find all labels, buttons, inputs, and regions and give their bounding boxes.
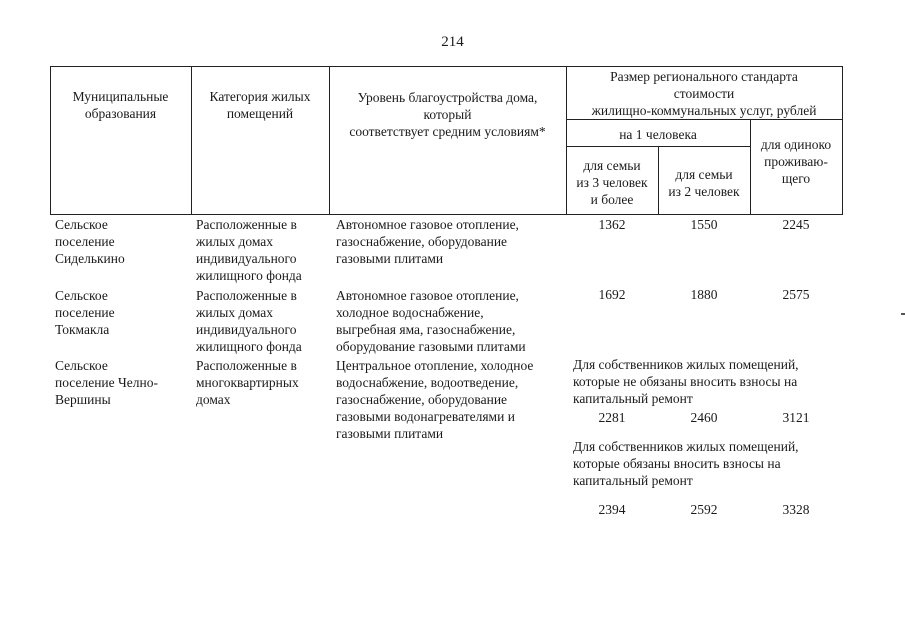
header-family-2: для семьи из 2 человек (668, 167, 740, 199)
comfort-cell: Автономное газовое отопление, газоснабжение, оборудование газовыми плитами (336, 217, 519, 266)
scan-edge-mark (901, 313, 905, 315)
municipality-cell: Сельское поселение Сиделькино (55, 217, 125, 266)
value-single: 3328 (782, 502, 810, 517)
municipality-cell: Сельское поселение Челно- Вершины (55, 358, 158, 407)
value-family-3: 2281 (598, 410, 626, 425)
header-municipality: Муниципальные образования (72, 89, 169, 121)
value-family-2: 2592 (690, 502, 718, 517)
value-family-3: 1692 (598, 287, 626, 302)
header-per-person: на 1 человека (619, 127, 697, 142)
header-comfort: Уровень благоустройства дома, который соответствует средним условиям* (349, 90, 546, 139)
comfort-cell: Центральное отопление, холодное водоснабжение, водоотведение, газоснабжение, оборудование газовыми водонагревателями и газовыми плитами (336, 358, 534, 441)
category-cell: Расположенные в жилых домах индивидуального жилищного фонда (196, 288, 302, 354)
category-cell: Расположенные в жилых домах индивидуального жилищного фонда (196, 217, 302, 283)
value-family-2: 1880 (690, 287, 718, 302)
page-number: 214 (441, 34, 464, 50)
value-single: 2575 (782, 287, 810, 302)
value-family-3: 2394 (598, 502, 626, 517)
header-single: для одиноко проживаю- щего (760, 137, 832, 186)
value-single: 3121 (782, 410, 810, 425)
value-family-2: 2460 (690, 410, 718, 425)
value-family-2: 1550 (690, 217, 718, 232)
municipality-cell: Сельское поселение Токмакла (55, 288, 115, 337)
header-family-3: для семьи из 3 человек и более (576, 158, 648, 207)
note-capital-repair: Для собственников жилых помещений, которые обязаны вносить взносы на капитальный ремонт (573, 439, 799, 488)
note-no-capital-repair: Для собственников жилых помещений, которые не обязаны вносить взносы на капитальный ремонт (573, 357, 799, 406)
category-cell: Расположенные в многоквартирных домах (196, 358, 299, 407)
value-single: 2245 (782, 217, 810, 232)
comfort-cell: Автономное газовое отопление, холодное водоснабжение, выгребная яма, газоснабжение, оборудование газовыми плитами (336, 288, 526, 354)
header-standard-size: Размер регионального стандарта стоимости жилищно-коммунальных услуг, рублей (591, 69, 817, 118)
value-family-3: 1362 (598, 217, 626, 232)
header-category: Категория жилых помещений (209, 89, 311, 121)
